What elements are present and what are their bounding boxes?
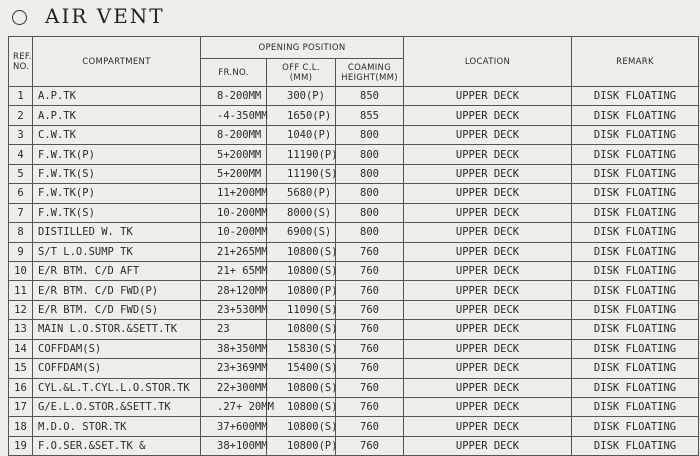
off-cl-cell: 10800(S) [267, 398, 336, 417]
remark-cell: DISK FLOATING [572, 320, 699, 339]
coaming-height-cell: 800 [336, 125, 404, 144]
fr-no-cell: 5+200MM [201, 164, 267, 183]
table-row [9, 339, 699, 358]
ref-cell: 19 [9, 436, 33, 455]
compartment-cell: E/R BTM. C/D AFT [33, 261, 201, 280]
table-row [9, 281, 699, 300]
fr-no-cell: 38+350MM [201, 339, 267, 358]
fr-no-cell: 37+600MM [201, 417, 267, 436]
compartment-cell: C.W.TK [33, 125, 201, 144]
remark-cell: DISK FLOATING [572, 261, 699, 280]
remark-cell: DISK FLOATING [572, 125, 699, 144]
header-fr-no: FR.NO. [201, 59, 267, 87]
ref-cell: 8 [9, 223, 33, 242]
fr-no-cell: 21+ 65MM [201, 261, 267, 280]
fr-no-cell: 8-200MM [201, 87, 267, 106]
ref-cell: 2 [9, 106, 33, 125]
table-body [9, 87, 699, 456]
table-row [9, 359, 699, 378]
fr-no-cell: 21+265MM [201, 242, 267, 261]
off-cl-cell: 15830(S) [267, 339, 336, 358]
coaming-height-cell: 760 [336, 300, 404, 319]
remark-cell: DISK FLOATING [572, 417, 699, 436]
ref-cell: 12 [9, 300, 33, 319]
coaming-height-cell: 800 [336, 203, 404, 222]
compartment-cell: F.O.SER.&SET.TK & [33, 436, 201, 455]
fr-no-cell: .27+ 20MM [201, 398, 267, 417]
compartment-cell: A.P.TK [33, 106, 201, 125]
remark-cell: DISK FLOATING [572, 359, 699, 378]
off-cl-cell: 10800(S) [267, 417, 336, 436]
off-cl-cell: 11190(P) [267, 145, 336, 164]
fr-no-cell: 23+369MM [201, 359, 267, 378]
location-cell: UPPER DECK [404, 203, 572, 222]
table-row [9, 320, 699, 339]
compartment-cell: A.P.TK [33, 87, 201, 106]
compartment-cell: E/R BTM. C/D FWD(P) [33, 281, 201, 300]
circle-bullet-icon [12, 10, 27, 25]
table-row [9, 417, 699, 436]
header-opening-position: OPENING POSITION [201, 37, 404, 59]
compartment-cell: G/E.L.O.STOR.&SETT.TK [33, 398, 201, 417]
ref-cell: 13 [9, 320, 33, 339]
location-cell: UPPER DECK [404, 320, 572, 339]
ref-cell: 16 [9, 378, 33, 397]
compartment-cell: F.W.TK(S) [33, 203, 201, 222]
table-row [9, 398, 699, 417]
table-row [9, 436, 699, 455]
coaming-height-cell: 850 [336, 87, 404, 106]
fr-no-cell: 5+200MM [201, 145, 267, 164]
off-cl-cell: 10800(S) [267, 261, 336, 280]
off-cl-cell: 11090(S) [267, 300, 336, 319]
coaming-height-cell: 760 [336, 261, 404, 280]
location-cell: UPPER DECK [404, 436, 572, 455]
compartment-cell: E/R BTM. C/D FWD(S) [33, 300, 201, 319]
fr-no-cell: 10-200MM [201, 203, 267, 222]
remark-cell: DISK FLOATING [572, 300, 699, 319]
remark-cell: DISK FLOATING [572, 203, 699, 222]
coaming-height-cell: 760 [336, 359, 404, 378]
fr-no-cell: 22+300MM [201, 378, 267, 397]
coaming-height-cell: 760 [336, 417, 404, 436]
header-location: LOCATION [404, 37, 572, 87]
coaming-height-cell: 800 [336, 184, 404, 203]
compartment-cell: COFFDAM(S) [33, 359, 201, 378]
fr-no-cell: 8-200MM [201, 125, 267, 144]
location-cell: UPPER DECK [404, 242, 572, 261]
location-cell: UPPER DECK [404, 281, 572, 300]
compartment-cell: S/T L.O.SUMP TK [33, 242, 201, 261]
location-cell: UPPER DECK [404, 223, 572, 242]
location-cell: UPPER DECK [404, 359, 572, 378]
coaming-height-cell: 760 [336, 378, 404, 397]
table-row [9, 242, 699, 261]
off-cl-cell: 10800(S) [267, 320, 336, 339]
table-row [9, 145, 699, 164]
coaming-height-cell: 855 [336, 106, 404, 125]
remark-cell: DISK FLOATING [572, 281, 699, 300]
ref-cell: 3 [9, 125, 33, 144]
coaming-height-cell: 760 [336, 281, 404, 300]
ref-cell: 4 [9, 145, 33, 164]
table-row [9, 164, 699, 183]
remark-cell: DISK FLOATING [572, 223, 699, 242]
location-cell: UPPER DECK [404, 417, 572, 436]
coaming-height-cell: 760 [336, 436, 404, 455]
remark-cell: DISK FLOATING [572, 145, 699, 164]
off-cl-cell: 10800(P) [267, 281, 336, 300]
ref-cell: 10 [9, 261, 33, 280]
off-cl-cell: 8000(S) [267, 203, 336, 222]
table-row [9, 125, 699, 144]
ref-cell: 11 [9, 281, 33, 300]
compartment-cell: F.W.TK(S) [33, 164, 201, 183]
compartment-cell: DISTILLED W. TK [33, 223, 201, 242]
table-row [9, 223, 699, 242]
coaming-height-cell: 800 [336, 145, 404, 164]
location-cell: UPPER DECK [404, 125, 572, 144]
off-cl-cell: 1650(P) [267, 106, 336, 125]
table-row [9, 203, 699, 222]
remark-cell: DISK FLOATING [572, 398, 699, 417]
coaming-height-cell: 760 [336, 398, 404, 417]
location-cell: UPPER DECK [404, 398, 572, 417]
location-cell: UPPER DECK [404, 261, 572, 280]
location-cell: UPPER DECK [404, 339, 572, 358]
table-row [9, 261, 699, 280]
remark-cell: DISK FLOATING [572, 378, 699, 397]
compartment-cell: M.D.O. STOR.TK [33, 417, 201, 436]
ref-cell: 6 [9, 184, 33, 203]
ref-cell: 15 [9, 359, 33, 378]
fr-no-cell: 10-200MM [201, 223, 267, 242]
coaming-height-cell: 760 [336, 242, 404, 261]
coaming-height-cell: 760 [336, 320, 404, 339]
off-cl-cell: 5680(P) [267, 184, 336, 203]
off-cl-cell: 10800(P) [267, 436, 336, 455]
off-cl-cell: 10800(S) [267, 242, 336, 261]
ref-cell: 17 [9, 398, 33, 417]
fr-no-cell: -4-350MM [201, 106, 267, 125]
remark-cell: DISK FLOATING [572, 339, 699, 358]
ref-cell: 9 [9, 242, 33, 261]
table-row [9, 378, 699, 397]
fr-no-cell: 38+100MM [201, 436, 267, 455]
off-cl-cell: 6900(S) [267, 223, 336, 242]
title-row [0, 0, 700, 36]
compartment-cell: MAIN L.O.STOR.&SETT.TK [33, 320, 201, 339]
off-cl-cell: 300(P) [267, 87, 336, 106]
location-cell: UPPER DECK [404, 164, 572, 183]
fr-no-cell: 23+530MM [201, 300, 267, 319]
header-compartment: COMPARTMENT [33, 37, 201, 87]
location-cell: UPPER DECK [404, 300, 572, 319]
compartment-cell: F.W.TK(P) [33, 184, 201, 203]
header-ref: REF. NO. [9, 37, 33, 87]
off-cl-cell: 15400(S) [267, 359, 336, 378]
header-remark: REMARK [572, 37, 699, 87]
fr-no-cell: 11+200MM [201, 184, 267, 203]
remark-cell: DISK FLOATING [572, 106, 699, 125]
remark-cell: DISK FLOATING [572, 242, 699, 261]
location-cell: UPPER DECK [404, 378, 572, 397]
compartment-cell: CYL.&L.T.CYL.L.O.STOR.TK [33, 378, 201, 397]
location-cell: UPPER DECK [404, 145, 572, 164]
table-row [9, 106, 699, 125]
fr-no-cell: 28+120MM [201, 281, 267, 300]
ref-cell: 18 [9, 417, 33, 436]
remark-cell: DISK FLOATING [572, 436, 699, 455]
remark-cell: DISK FLOATING [572, 164, 699, 183]
compartment-cell: COFFDAM(S) [33, 339, 201, 358]
location-cell: UPPER DECK [404, 184, 572, 203]
fr-no-cell: 23 [201, 320, 267, 339]
coaming-height-cell: 760 [336, 339, 404, 358]
location-cell: UPPER DECK [404, 106, 572, 125]
location-cell: UPPER DECK [404, 87, 572, 106]
ref-cell: 7 [9, 203, 33, 222]
ref-cell: 14 [9, 339, 33, 358]
coaming-height-cell: 800 [336, 164, 404, 183]
table-row [9, 184, 699, 203]
ref-cell: 5 [9, 164, 33, 183]
page-title: AIR VENT [45, 4, 165, 28]
ref-cell: 1 [9, 87, 33, 106]
table-row [9, 87, 699, 106]
remark-cell: DISK FLOATING [572, 87, 699, 106]
off-cl-cell: 1040(P) [267, 125, 336, 144]
off-cl-cell: 11190(S) [267, 164, 336, 183]
compartment-cell: F.W.TK(P) [33, 145, 201, 164]
header-off-cl: OFF C.L. (MM) [267, 59, 336, 87]
air-vent-table [8, 36, 699, 456]
header-coaming: COAMING HEIGHT(MM) [336, 59, 404, 87]
off-cl-cell: 10800(S) [267, 378, 336, 397]
table-row [9, 300, 699, 319]
remark-cell: DISK FLOATING [572, 184, 699, 203]
coaming-height-cell: 800 [336, 223, 404, 242]
